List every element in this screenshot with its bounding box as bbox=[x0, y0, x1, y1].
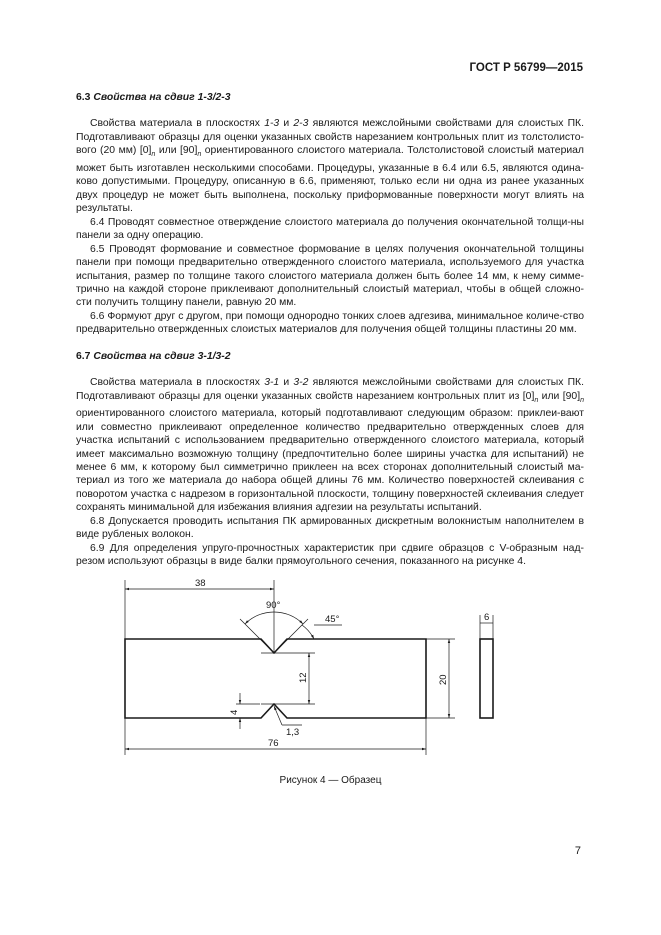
specimen-side-view bbox=[480, 639, 493, 718]
paragraph-6-3: Свойства материала в плоскостях 1-3 и 2-3 являются межслойными свойствами для слоистых ПК. Подготавливают образцы для оценки указанных свойств нарезанием контрольных плит из толстолисто-вого (20 мм) $[0]_n$ или $[90]_n$ ориентированного слоистого материала. Толстолистовой слоистый материал может быть изготавлен несколькими способами. Процедуры, указанные в 6.4 или 6.5, являются одина-ково допустимыми. Процедуру, описанную в 6.6, применяют, только если ни одна из ранее указанных двух процедур не может быть выполнена, поскольку приформованные поверхности могут влиять на результаты. bbox=[76, 118, 584, 215]
dim-12-label: 12 bbox=[298, 672, 309, 683]
dim-45deg-label: 45° bbox=[325, 614, 340, 625]
figure-caption: Рисунок 4 — Образец bbox=[279, 775, 382, 786]
paragraph-6-6: 6.6 Формуют друг с другом, при помощи однородно тонких слоев адгезива, минимальное количе-ство предварительно отвержденных слоистых материалов для получения общей толщины пластины 20 мм. bbox=[76, 310, 584, 336]
body-text bbox=[76, 91, 584, 569]
paragraph-6-5: 6.5 Проводят формование и совместное формование в целях получения окончательной толщины панели при помощи предварительно отвержденного слоистого материала, используемого для участка испытания, размер по толщине такого слоистого материала должен быть более 14 мм, к нему симме-трично на каждой стороне приклеивают дополнительный слоистый материал, чтобы в общей сложно-сти получить толщину панели, равную 20 мм. bbox=[76, 243, 584, 309]
section-6-7-heading: 6.7 Свойства на сдвиг 3-1/3-2 bbox=[76, 350, 231, 362]
dim-1-3-label: 1,3 bbox=[286, 727, 300, 738]
dim-76-label: 76 bbox=[268, 738, 279, 749]
paragraph-6-9: 6.9 Для определения упруго-прочностных характеристик при сдвиге образцов с V-образным над-резом используют образцы в виде балки прямоугольного сечения, показанного на рисунке 4. bbox=[76, 542, 584, 568]
specimen-outline bbox=[125, 639, 426, 718]
paragraph-6-4: 6.4 Проводят совместное отверждение слоистого материала до получения окончательной толщи-ны панели за одну операцию. bbox=[76, 216, 584, 242]
section-6-3-heading: 6.3 Свойства на сдвиг 1-3/2-3 bbox=[76, 92, 231, 103]
specimen-drawing bbox=[110, 575, 510, 755]
dim-6-label: 6 bbox=[484, 612, 490, 623]
paragraph-6-7: Свойства материала в плоскостях 3-1 и 3-2 являются межслойными свойствами для слоистых ПК. Подготавливают образцы для оценки указанных свойств нарезанием контрольных плит из $[0]_n$ или $[90]_n$ ориентированного слоистого материала, который подготавливают следующим образом: приклеи-вают или совместно приклеивают определенное количество предварительно отвержденных слоев для участка испытаний с использованием предварительно отвержденного слоистого материала, который имеет максимально возможную толщину (предпочтительно более ширины участка для испытаний) не менее 6 мм, к которому был симметрично приклеен на всех сторонах дополнительный слоистый ма-териал из того же материала до набора общей длины 76 мм. Количество поверхностей склеивания с поворотом участка с надрезом в горизонтальной плоскости, толщину поверхностей склеивания следует сохранять минимальной для избежания влияния адгезии на результаты испытаний. bbox=[76, 377, 584, 514]
page-number: 7 bbox=[574, 845, 581, 857]
paragraph-6-8: 6.8 Допускается проводить испытания ПК армированных дискретным волокнистым наполнителем в виде рубленых волокон. bbox=[76, 515, 584, 541]
dim-38-label: 38 bbox=[195, 578, 206, 589]
dim-4-label: 4 bbox=[229, 709, 240, 715]
dim-90deg-label: 90° bbox=[266, 600, 281, 611]
document-code: ГОСТ Р 56799—2015 bbox=[469, 62, 583, 74]
dim-20-label: 20 bbox=[438, 674, 449, 685]
